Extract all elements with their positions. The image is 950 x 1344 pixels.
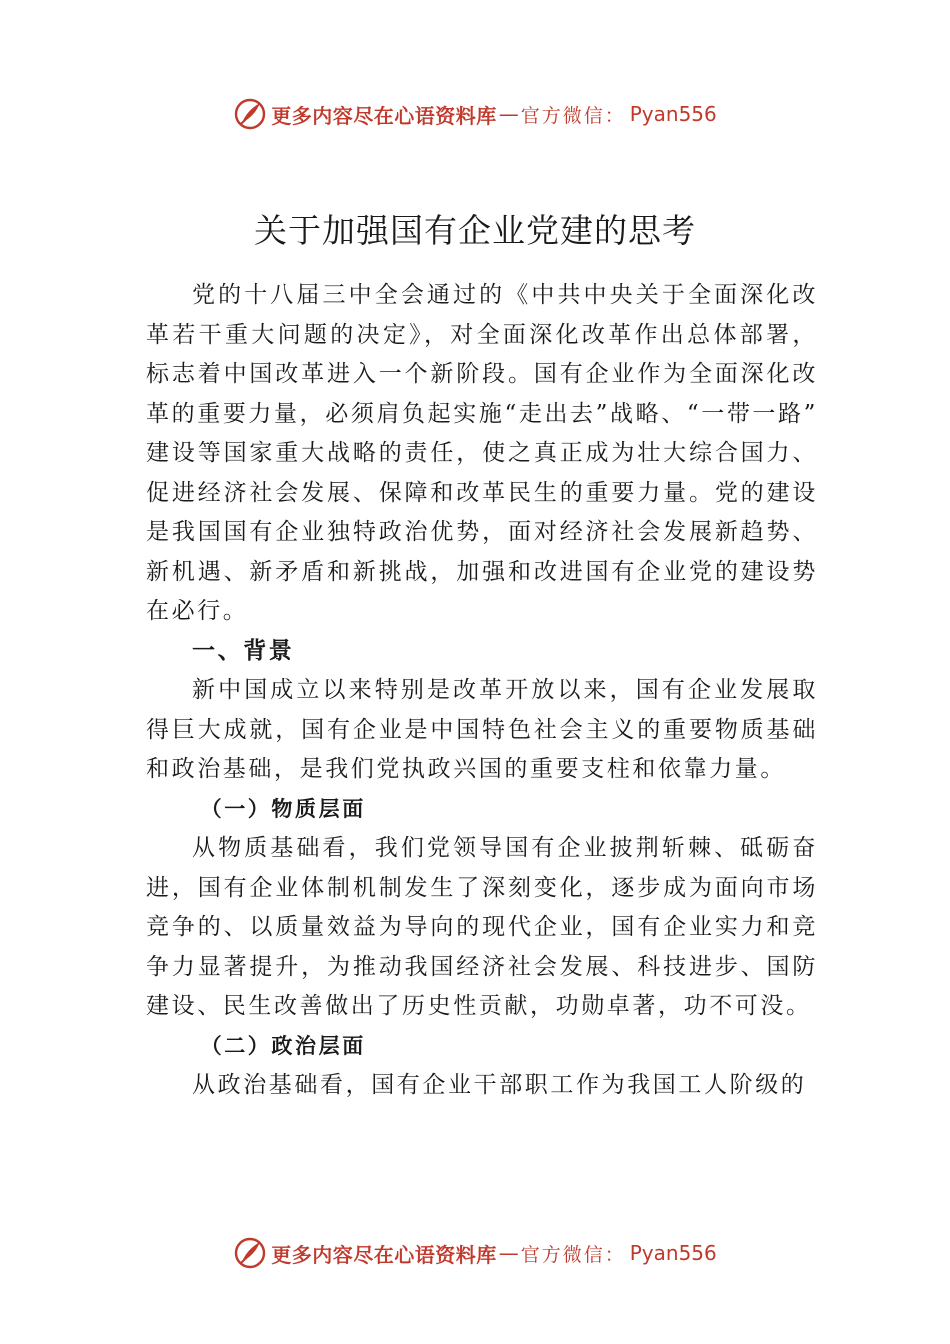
subsection-heading-material: （一）物质层面 xyxy=(200,796,366,821)
material-paragraph: 从物质基础看，我们党领导国有企业披荆斩棘、砥砺奋进，国有企业体制机制发生了深刻变化，逐步成为面向市场竞争的、以质量效益为导向的现代企业，国有企业实力和竞争力显著提升，为推动我国经济社会发展、科技进步、国防建设、民生改善做出了历史性贡献，功勋卓著，功不可没。 xyxy=(146,835,818,1019)
political-paragraph: 从政治基础看，国有企业干部职工作为我国工人阶级的 xyxy=(192,1072,807,1098)
feather-quill-logo xyxy=(233,97,267,131)
banner-text: 更多内容尽在心语资料库 xyxy=(271,103,497,128)
banner-wechat-id: Pyan556 xyxy=(629,1241,717,1265)
background-paragraph: 新中国成立以来特别是改革开放以来，国有企业发展取得巨大成就，国有企业是中国特色社会主义的重要物质基础和政治基础，是我们党执政兴国的重要支柱和依靠力量。 xyxy=(146,677,818,782)
intro-paragraph: 党的十八届三中全会通过的《中共中央关于全面深化改革若干重大问题的决定》，对全面深化改革作出总体部署，标志着中国改革进入一个新阶段。国有企业作为全面深化改革的重要力量，必须肩负起实施“走出去”战略、“一带一路” 建设等国家重大战略的责任，使之真正成为壮大综合国力、 促进经济社会发展、保障和改革民生的重要力量。党的建设是我国国有企业独特政治优势，面对经济社会发展新趋势、 新机遇、新矛盾和新挑战，加强和改进国有企业党的建设势在必行。 xyxy=(146,282,818,624)
banner-official-label: 官方微信： xyxy=(520,1243,626,1266)
header-banner xyxy=(0,94,950,134)
banner-text: 更多内容尽在心语资料库 xyxy=(271,1242,497,1267)
document-title: 关于加强国有企业党建的思考 xyxy=(254,211,696,251)
document-body xyxy=(146,276,818,1106)
subsection-heading-political: （二）政治层面 xyxy=(200,1033,366,1058)
footer-banner xyxy=(0,1233,950,1273)
section-heading-background: 一、背景 xyxy=(192,637,295,664)
feather-quill-logo xyxy=(233,1236,267,1270)
banner-official-label: 官方微信： xyxy=(520,104,626,127)
banner-wechat-id: Pyan556 xyxy=(629,102,717,126)
banner-separator: — xyxy=(498,102,519,126)
banner-separator: — xyxy=(498,1241,519,1265)
